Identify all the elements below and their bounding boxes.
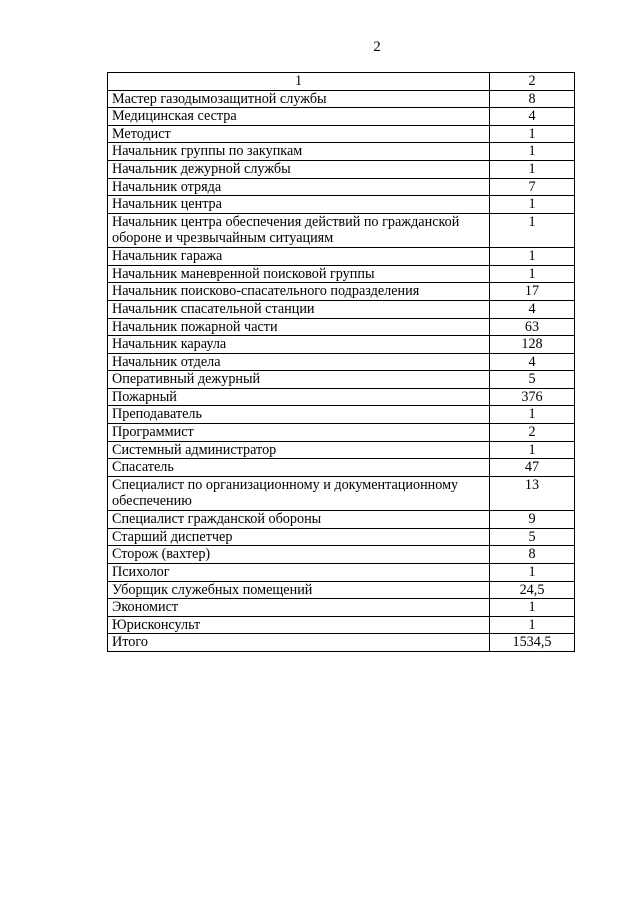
table-row xyxy=(108,528,575,546)
count-cell: 17 xyxy=(490,283,575,301)
table-row xyxy=(108,196,575,214)
table-row xyxy=(108,564,575,582)
position-cell: Пожарный xyxy=(108,388,490,406)
table-row xyxy=(108,616,575,634)
count-cell: 1 xyxy=(490,160,575,178)
position-cell: Специалист гражданской обороны xyxy=(108,511,490,529)
position-cell: Психолог xyxy=(108,564,490,582)
count-cell: 8 xyxy=(490,90,575,108)
position-cell: Специалист по организационному и документационному обеспечению xyxy=(108,476,490,510)
count-cell: 1 xyxy=(490,213,575,247)
count-cell: 4 xyxy=(490,353,575,371)
count-cell: 128 xyxy=(490,336,575,354)
count-cell: 8 xyxy=(490,546,575,564)
header-cell-column-1: 1 xyxy=(108,73,490,91)
total-value-cell: 1534,5 xyxy=(490,634,575,652)
position-cell: Мастер газодымозащитной службы xyxy=(108,90,490,108)
position-cell: Начальник группы по закупкам xyxy=(108,143,490,161)
position-cell: Начальник маневренной поисковой группы xyxy=(108,265,490,283)
position-cell: Уборщик служебных помещений xyxy=(108,581,490,599)
count-cell: 47 xyxy=(490,459,575,477)
position-cell: Спасатель xyxy=(108,459,490,477)
position-cell: Начальник поисково-спасательного подразделения xyxy=(108,283,490,301)
position-cell: Начальник гаража xyxy=(108,248,490,266)
table-row xyxy=(108,441,575,459)
count-cell: 1 xyxy=(490,564,575,582)
table-row xyxy=(108,371,575,389)
table-row xyxy=(108,108,575,126)
page-number: 2 xyxy=(373,39,381,55)
count-cell: 63 xyxy=(490,318,575,336)
position-cell: Медицинская сестра xyxy=(108,108,490,126)
table-header-row xyxy=(108,73,575,91)
count-cell: 13 xyxy=(490,476,575,510)
count-cell: 24,5 xyxy=(490,581,575,599)
table-row xyxy=(108,300,575,318)
table-row xyxy=(108,318,575,336)
position-cell: Начальник отряда xyxy=(108,178,490,196)
table-row xyxy=(108,283,575,301)
position-cell: Начальник отдела xyxy=(108,353,490,371)
position-cell: Начальник пожарной части xyxy=(108,318,490,336)
staff-table xyxy=(107,72,575,652)
table-row xyxy=(108,125,575,143)
count-cell: 2 xyxy=(490,424,575,442)
header-cell-column-2: 2 xyxy=(490,73,575,91)
count-cell: 5 xyxy=(490,371,575,389)
position-cell: Системный администратор xyxy=(108,441,490,459)
table-row xyxy=(108,459,575,477)
position-cell: Экономист xyxy=(108,599,490,617)
count-cell: 7 xyxy=(490,178,575,196)
total-row xyxy=(108,634,575,652)
position-cell: Начальник центра обеспечения действий по гражданской обороне и чрезвычайным ситуациям xyxy=(108,213,490,247)
total-label-cell: Итого xyxy=(108,634,490,652)
table-row xyxy=(108,213,575,247)
position-cell: Юрисконсульт xyxy=(108,616,490,634)
table-row xyxy=(108,160,575,178)
table-row xyxy=(108,599,575,617)
table-row xyxy=(108,90,575,108)
position-cell: Начальник спасательной станции xyxy=(108,300,490,318)
position-cell: Методист xyxy=(108,125,490,143)
table-row xyxy=(108,388,575,406)
table-row xyxy=(108,336,575,354)
count-cell: 5 xyxy=(490,528,575,546)
count-cell: 1 xyxy=(490,441,575,459)
table-row xyxy=(108,178,575,196)
count-cell: 376 xyxy=(490,388,575,406)
position-cell: Преподаватель xyxy=(108,406,490,424)
count-cell: 1 xyxy=(490,196,575,214)
count-cell: 4 xyxy=(490,300,575,318)
table-row xyxy=(108,581,575,599)
table-row xyxy=(108,248,575,266)
table-row xyxy=(108,546,575,564)
table-row xyxy=(108,353,575,371)
table-row xyxy=(108,511,575,529)
count-cell: 1 xyxy=(490,616,575,634)
count-cell: 1 xyxy=(490,143,575,161)
position-cell: Старший диспетчер xyxy=(108,528,490,546)
count-cell: 1 xyxy=(490,406,575,424)
count-cell: 1 xyxy=(490,125,575,143)
position-cell: Начальник караула xyxy=(108,336,490,354)
position-cell: Начальник центра xyxy=(108,196,490,214)
position-cell: Оперативный дежурный xyxy=(108,371,490,389)
count-cell: 1 xyxy=(490,599,575,617)
count-cell: 1 xyxy=(490,248,575,266)
position-cell: Программист xyxy=(108,424,490,442)
table-row xyxy=(108,143,575,161)
table-row xyxy=(108,406,575,424)
position-cell: Сторож (вахтер) xyxy=(108,546,490,564)
table-row xyxy=(108,265,575,283)
count-cell: 9 xyxy=(490,511,575,529)
table-row xyxy=(108,424,575,442)
count-cell: 1 xyxy=(490,265,575,283)
table-row xyxy=(108,476,575,510)
count-cell: 4 xyxy=(490,108,575,126)
position-cell: Начальник дежурной службы xyxy=(108,160,490,178)
